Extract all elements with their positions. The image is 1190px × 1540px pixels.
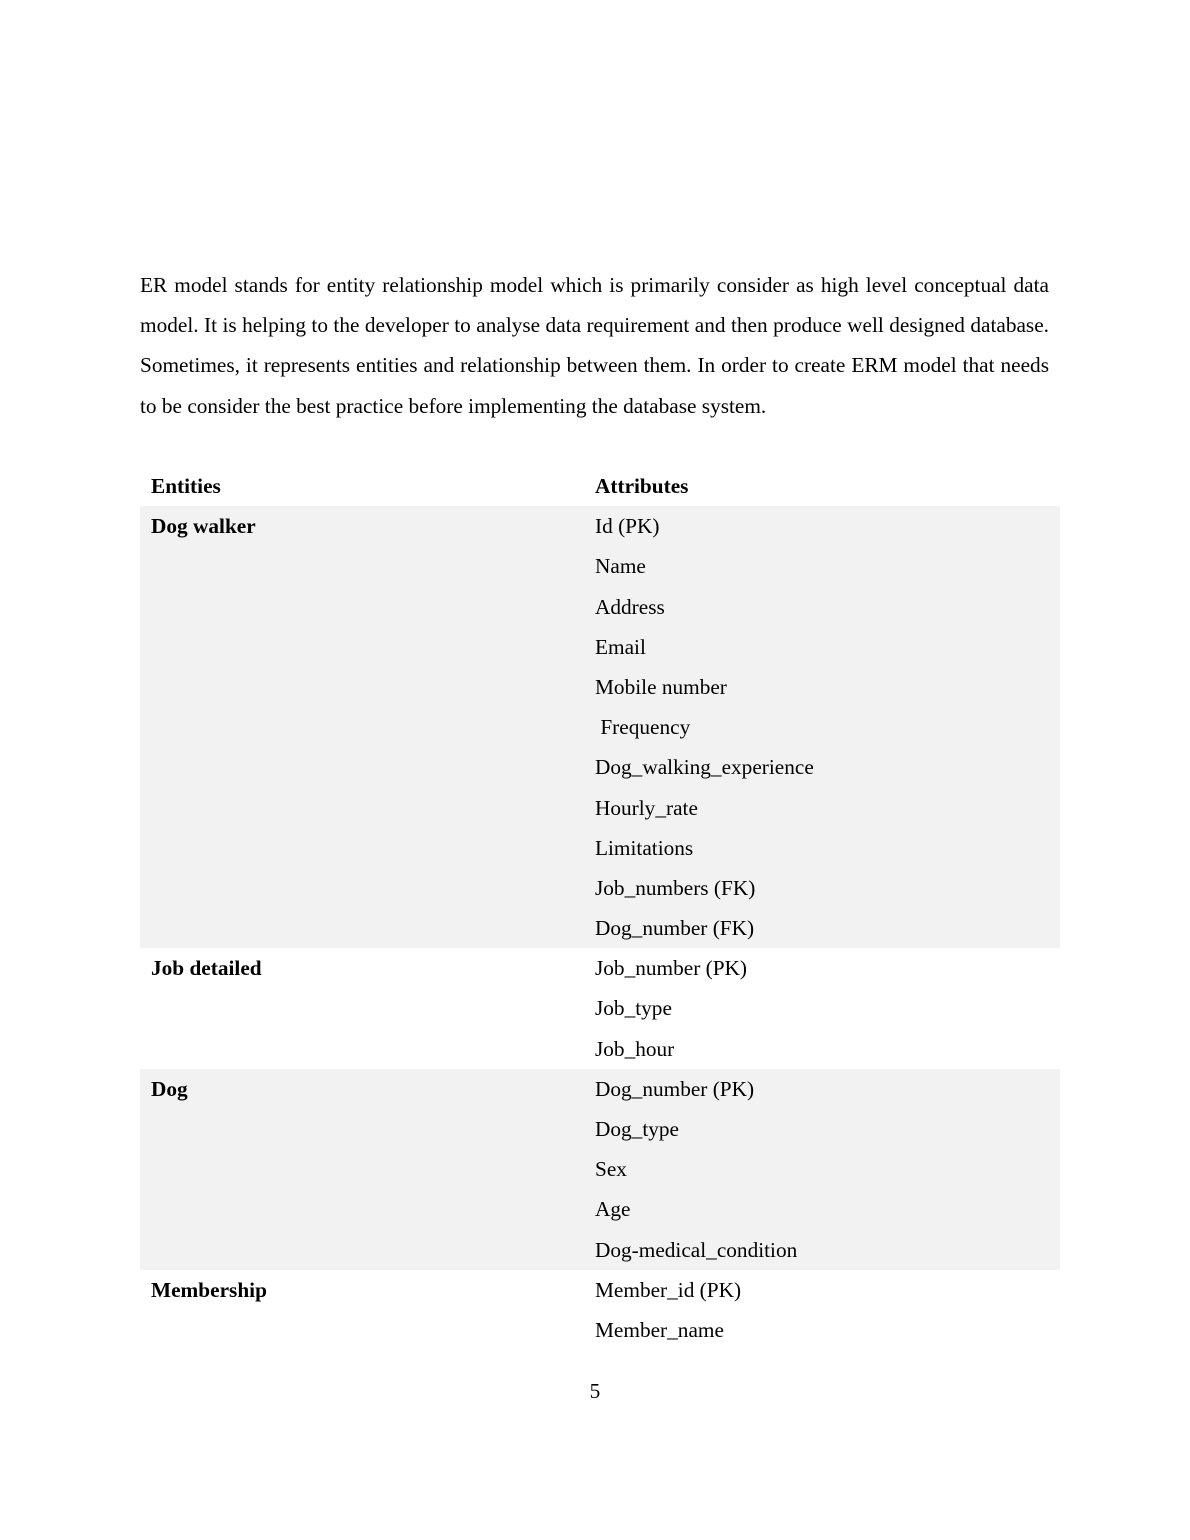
attributes-cell	[595, 1270, 1060, 1350]
attribute-item: Dog_walking_experience	[595, 755, 814, 780]
attribute-item: Dog-medical_condition	[595, 1237, 798, 1262]
entity-cell	[140, 1069, 595, 1270]
entity-cell	[140, 506, 595, 948]
entity-name: Dog walker	[151, 514, 256, 539]
table-row	[140, 1270, 1060, 1350]
entity-cell	[140, 948, 595, 1069]
attribute-item: Frequency	[595, 715, 691, 740]
entity-name: Membership	[151, 1277, 267, 1302]
entity-cell	[140, 1270, 595, 1350]
table-header-row	[140, 466, 1060, 506]
table-body	[140, 506, 1060, 1350]
attribute-item: Job_numbers (FK)	[595, 875, 756, 900]
table-row	[140, 1069, 1060, 1270]
attributes-cell	[595, 506, 1060, 948]
entities-header: Entities	[151, 474, 221, 498]
attribute-item: Dog_type	[595, 1117, 679, 1141]
attribute-item: Sex	[595, 1157, 627, 1182]
attribute-item: Address	[595, 594, 665, 619]
attributes-header: Attributes	[595, 474, 689, 498]
attribute-item: Email	[595, 634, 646, 659]
attribute-item: Job_type	[595, 996, 672, 1021]
attributes-cell	[595, 948, 1060, 1069]
attribute-item: Limitations	[595, 835, 694, 860]
attribute-item: Dog_number (PK)	[595, 1076, 755, 1101]
attributes-cell	[595, 1069, 1060, 1270]
entity-name: Dog	[151, 1076, 188, 1101]
page-number: 5	[589, 1379, 601, 1403]
intro-paragraph: ER model stands for entity relationship model which is primarily consider as high level conceptual data model. It is helping to the developer to analyse data requirement and then produce well designed database. Sometimes, it represents entities and relationship between them. In order to create ERM model that needs to be consider the best practice before implementing the database system.	[140, 273, 1049, 418]
entity-name: Job detailed	[151, 956, 262, 981]
attribute-item: Member_name	[595, 1317, 724, 1342]
table-row	[140, 506, 1060, 948]
attribute-item: Member_id (PK)	[595, 1277, 742, 1302]
attribute-item: Age	[595, 1197, 631, 1222]
attribute-item: Job_number (PK)	[595, 956, 748, 981]
table-row	[140, 948, 1060, 1069]
attribute-item: Id (PK)	[595, 514, 660, 539]
entity-attribute-table	[140, 466, 1060, 1350]
attribute-item: Mobile number	[595, 674, 727, 699]
attribute-item: Dog_number (FK)	[595, 916, 755, 941]
attribute-item: Name	[595, 554, 646, 579]
attribute-item: Job_hour	[595, 1036, 675, 1061]
attribute-item: Hourly_rate	[595, 795, 698, 820]
